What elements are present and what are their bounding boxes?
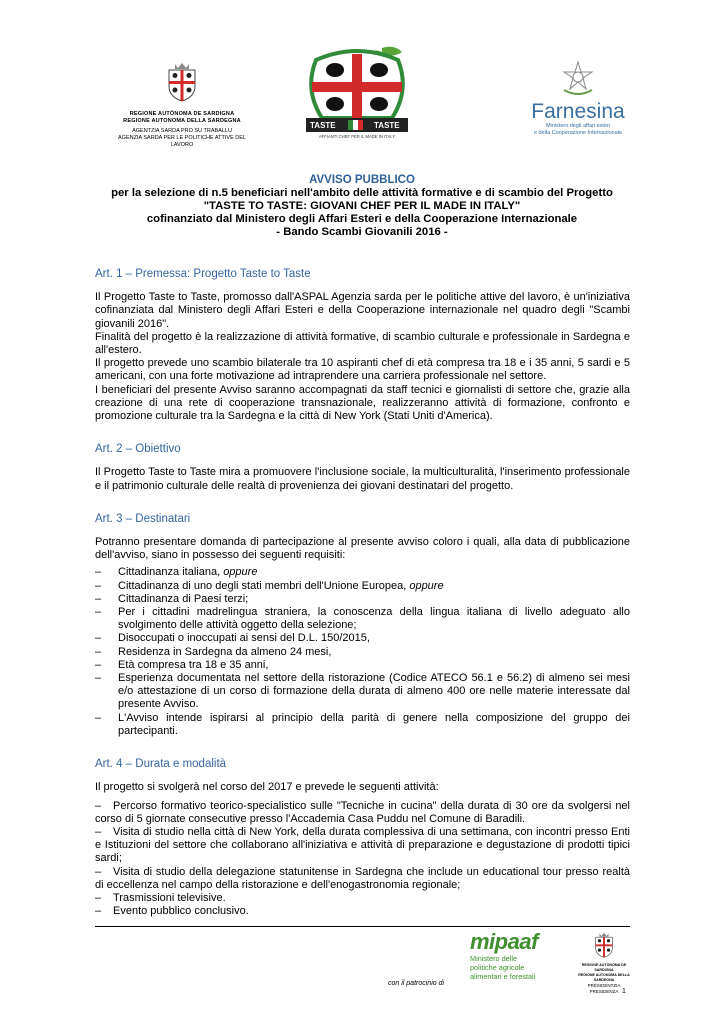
- article-1-paragraph: Il Progetto Taste to Taste, promosso dall'ASPAL Agenzia sarda per le politiche attive del lavoro, è un'iniziativa cofinanziata dal Ministero degli Affari Esteri e della Cooperazione internazionale nel quadro degli "Scambi giovanili 2016".: [95, 291, 630, 330]
- list-item: – Esperienza documentata nel settore della ristorazione (Codice ATECO 56.1 e 56.2) di almeno sei mesi e/o attestazione di un corso di formazione della durata di almeno 400 ore nelle materie interessate dal presente Avviso.: [95, 672, 630, 711]
- ras-footer-line-1: REGIONE AUTÒNOMA DE SARDIGNA: [581, 963, 627, 972]
- footer-divider: [95, 926, 630, 927]
- ras-footer-line-3: PRESIDENTZIA: [587, 983, 621, 988]
- ras-name-sardinian: REGIONE AUTÒNOMA DE SARDIGNA: [129, 111, 235, 117]
- article-1: [95, 268, 630, 423]
- activity-item: – Visita di studio nella città di New York, della durata complessiva di una settimana, con incontri presso Enti e Istituzioni del settore che collaborano all'iniziativa e attività di preparazione e degustazione di prodotti tipici sardi;: [95, 825, 630, 865]
- list-item: – Cittadinanza di uno degli stati membri dell'Unione Europea, oppure: [95, 579, 444, 592]
- document-title: AVVISO PUBBLICO: [309, 174, 415, 186]
- mipaaf-line-3: alimentari e forestali: [470, 972, 536, 981]
- ras-footer-line-4: PRESIDENZA: [589, 988, 619, 994]
- logo-ras-presidenza: [574, 932, 634, 994]
- aspal-name-sardinian: AGENTZIA SARDA PRO SU TRABALLU: [132, 128, 232, 134]
- list-item: – Cittadinanza italiana, oppure: [95, 566, 258, 579]
- activity-item: – Percorso formativo teorico-specialistico sulle "Tecniche in cucina" della durata di 30 ore da svolgersi nel corso di 5 giornate consecutive presso l'Accademia Casa Puddu nel Comune di Baradili.: [95, 799, 630, 825]
- article-3-intro: Potranno presentare domanda di partecipazione al presente avviso coloro i quali, alla data di pubblicazione dell'avviso, siano in possesso dei seguenti requisiti:: [95, 536, 630, 562]
- title-line-bando: - Bando Scambi Giovanili 2016 -: [276, 226, 448, 238]
- article-1-paragraph: Finalità del progetto è la realizzazione di attività formative, di scambio culturale e professionale in Sardegna e all'estero.: [95, 330, 630, 357]
- activity-item: – Visita di studio della delegazione statunitense in Sardegna che include un educational tour presso realtà di eccellenza nel campo della ristorazione e dell'enogastronomia regionale;: [95, 865, 630, 891]
- sardinia-crest-icon: [165, 62, 199, 102]
- farnesina-subtitle-1: Ministero degli affari esteri: [545, 123, 611, 129]
- mipaaf-line-1: Ministero delle: [470, 954, 518, 963]
- article-3-heading: Art. 3 – Destinatari: [95, 512, 191, 525]
- list-item: – Residenza in Sardegna da almeno 24 mesi,: [95, 645, 332, 658]
- farnesina-wordmark: Farnesina: [531, 100, 625, 123]
- patrocinio-label: con il patrocinio di: [388, 980, 445, 987]
- aspal-name-italian: AGENZIA SARDA PER LE POLITICHE ATTIVE DEL LAVORO: [118, 135, 246, 148]
- taste-logo-graphic: [302, 44, 412, 140]
- title-line-cofinancing: cofinanziato dal Ministero degli Affari Esteri e della Cooperazione Internazionale: [146, 213, 578, 225]
- logo-farnesina: [528, 60, 628, 137]
- italian-emblem-icon: [559, 60, 597, 96]
- ras-name-italian: REGIONE AUTONOMA DELLA SARDEGNA: [123, 118, 241, 124]
- sardinia-crest-icon: [593, 932, 615, 958]
- article-1-paragraph: I beneficiari del presente Avviso saranno accompagnati da staff tecnici e giornalisti di settore che, grazie alla creazione di una rete di cooperazione transnazionale, realizzeranno attività di formazione, confronto e promozione culturale tra la Sardegna e la città di New York (Stati Uniti d'America).: [95, 383, 630, 423]
- title-line-project: "TASTE TO TASTE: GIOVANI CHEF PER IL MADE IN ITALY": [203, 200, 521, 212]
- logo-regione-sardegna-aspal: [112, 62, 252, 149]
- article-2-paragraph: Il Progetto Taste to Taste mira a promuovere l'inclusione sociale, la multiculturalità, l'inserimento professionale e il patrimonio culturale delle realtà di provenienza dei giovani destinatari del progetto.: [95, 466, 630, 492]
- taste-caption: AFFIANTI CHEF PER IL MADE IN ITALY: [318, 134, 396, 139]
- activity-item: – Evento pubblico conclusivo.: [95, 905, 249, 918]
- document-title-block: [60, 174, 664, 239]
- page-number: 1: [622, 988, 626, 995]
- article-1-paragraph: Il progetto prevede uno scambio bilaterale tra 10 aspiranti chef di età compresa tra 18 e i 35 anni, 5 sardi e 5 americani, con una forte motivazione ad intraprendere una carriera professionale nel settore.: [95, 357, 630, 383]
- mipaaf-line-2: politiche agricole: [470, 963, 525, 972]
- taste-word-right: TASTE: [374, 121, 400, 130]
- list-item: – Per i cittadini madrelingua straniera, la conoscenza della lingua italiana di livello adeguato allo svolgimento delle attività oggetto della selezione;: [95, 606, 630, 632]
- article-3: [95, 513, 630, 738]
- taste-to-taste-logo: [302, 44, 412, 140]
- list-item: – Disoccupati o inoccupati ai sensi del D.L. 150/2015,: [95, 632, 370, 645]
- taste-word-left: TASTE: [310, 121, 336, 130]
- document-body: [95, 268, 630, 932]
- activity-item: – Trasmissioni televisive.: [95, 891, 226, 904]
- article-4: [95, 758, 630, 918]
- article-4-heading: Art. 4 – Durata e modalità: [95, 758, 227, 771]
- list-item: – Età compresa tra 18 e 35 anni,: [95, 658, 269, 671]
- farnesina-subtitle-2: e della Cooperazione Internazionale: [533, 130, 623, 136]
- title-line-selection: per la selezione di n.5 beneficiari nell'ambito delle attività formative e di scambio del Progetto: [111, 187, 613, 199]
- logo-mipaaf: [470, 930, 566, 981]
- ras-footer-line-2: REGIONE AUTONOMA DELLA SARDEGNA: [578, 973, 630, 982]
- article-4-intro: Il progetto si svolgerà nel corso del 2017 e prevede le seguenti attività:: [95, 781, 439, 794]
- article-1-heading: Art. 1 – Premessa: Progetto Taste to Taste: [95, 268, 311, 280]
- article-2-heading: Art. 2 – Obiettivo: [95, 443, 181, 456]
- article-2: [95, 443, 630, 493]
- mipaaf-wordmark: mipaaf: [470, 929, 538, 954]
- requirements-list: [95, 566, 630, 738]
- list-item: – Cittadinanza di Paesi terzi;: [95, 592, 249, 605]
- list-item: – L'Avviso intende ispirarsi al principio della parità di genere nella composizione del gruppo dei partecipanti.: [95, 711, 630, 737]
